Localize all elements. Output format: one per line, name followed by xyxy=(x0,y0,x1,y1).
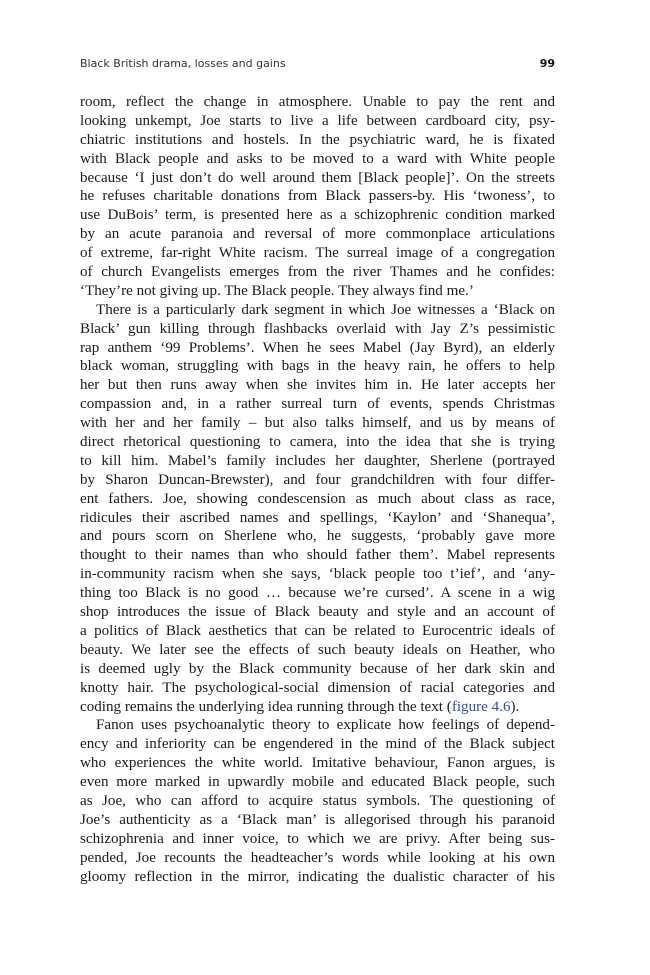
text-line: pended, Joe recounts the headteacher’s words while looking at his own xyxy=(80,849,555,866)
text-line: with her and her family – but also talks himself, and us by means of xyxy=(80,415,555,432)
text-line: schizophrenia and inner voice, to which we are privy. After being sus- xyxy=(80,830,555,847)
text-line: he refuses charitable donations from Black passers-by. His ‘twoness’, to xyxy=(80,188,555,205)
text-line: and pours scorn on Sherlene who, he suggests, ‘probably gave more xyxy=(80,528,555,545)
text-line: of extreme, far-right White racism. The surreal image of a congregation xyxy=(80,245,555,262)
text-line: of church Evangelists emerges from the river Thames and he confides: xyxy=(80,264,555,281)
text-line: gloomy reflection in the mirror, indicating the dualistic character of his xyxy=(80,868,555,885)
text-line: There is a particularly dark segment in which Joe witnesses a ‘Black on xyxy=(96,301,555,318)
text-line: even more marked in upwardly mobile and educated Black people, such xyxy=(80,774,555,791)
text-line: as Joe, who can afford to acquire status symbols. The questioning of xyxy=(80,792,555,809)
text-line: black woman, struggling with bags in the heavy rain, he offers to help xyxy=(80,358,555,375)
text-line: by Sharon Duncan-Brewster), and four grandchildren with four differ- xyxy=(80,471,555,488)
text-line: a politics of Black aesthetics that can be related to Eurocentric ideals of xyxy=(80,622,555,639)
text-line: ent fathers. Joe, showing condescension as much about class as race, xyxy=(80,490,555,507)
text-line: chiatric institutions and hostels. In the psychiatric ward, he is fixated xyxy=(80,131,555,148)
text-line: who experiences the white world. Imitative behaviour, Fanon argues, is xyxy=(80,755,555,772)
text-line: rap anthem ‘99 Problems’. When he sees Mabel (Jay Byrd), an elderly xyxy=(80,339,555,356)
text-line: ency and inferiority can be engendered in the mind of the Black subject xyxy=(80,736,555,753)
body-text xyxy=(80,93,555,886)
text-line: room, reflect the change in atmosphere. Unable to pay the rent and xyxy=(80,94,555,110)
paragraph xyxy=(80,716,555,886)
page-number: 99 xyxy=(539,57,555,70)
text-line: ‘They’re not giving up. The Black people. They always find me.’ xyxy=(80,282,474,299)
text-line: direct rhetorical questioning to camera, into the idea that she is trying xyxy=(80,434,555,451)
text-line: compassion and, in a rather surreal turn of events, spends Christmas xyxy=(80,396,555,413)
text-line: with Black people and asks to be moved to a ward with White people xyxy=(80,150,555,167)
text-line: Black’ gun killing through flashbacks overlaid with Jay Z’s pessimistic xyxy=(80,320,555,337)
text-line: beauty. We later see the effects of such beauty ideals on Heather, who xyxy=(80,641,555,658)
text-line: because ‘I just don’t do well around them [Black people]’. On the streets xyxy=(80,169,555,186)
text-line: knotty hair. The psychological-social dimension of racial categories and xyxy=(80,679,555,696)
text-line: her but then runs away when she invites him in. He later accepts her xyxy=(80,377,555,394)
text-line: thought to their names than who should father them’. Mabel represents xyxy=(80,547,555,564)
text-line: looking unkempt, Joe starts to live a life between cardboard city, psy- xyxy=(80,112,555,129)
text-fragment: ). xyxy=(510,698,520,715)
figure-reference-link[interactable]: figure 4.6 xyxy=(451,698,511,715)
text-fragment: coding remains the underlying idea running through the text ( xyxy=(80,698,452,715)
text-line xyxy=(80,698,555,717)
text-line: shop introduces the issue of Black beauty and style and an account of xyxy=(80,604,555,621)
text-line: use DuBois’ term, is presented here as a schizophrenic condition marked xyxy=(80,207,555,224)
paragraph xyxy=(80,93,555,301)
text-line: in-community racism when she says, ‘black people too t’ief’, and ‘any- xyxy=(80,566,555,583)
text-line: ridicules their ascribed names and spellings, ‘Kaylon’ and ‘Shanequa’, xyxy=(80,509,555,526)
text-line: thing too Black is no good … because we’re cursed’. A scene in a wig xyxy=(80,585,555,602)
text-line: is deemed ugly by the Black community because of her dark skin and xyxy=(80,660,555,677)
text-line: by an acute paranoia and reversal of more commonplace articulations xyxy=(80,226,555,243)
running-head xyxy=(80,57,555,73)
text-line: to kill him. Mabel’s family includes her daughter, Sherlene (portrayed xyxy=(80,452,555,469)
running-title: Black British drama, losses and gains xyxy=(80,57,286,70)
paragraph xyxy=(80,301,555,717)
text-line: Fanon uses psychoanalytic theory to explicate how feelings of depend- xyxy=(96,717,555,734)
text-line: Joe’s authenticity as a ‘Black man’ is allegorised through his paranoid xyxy=(80,811,555,828)
